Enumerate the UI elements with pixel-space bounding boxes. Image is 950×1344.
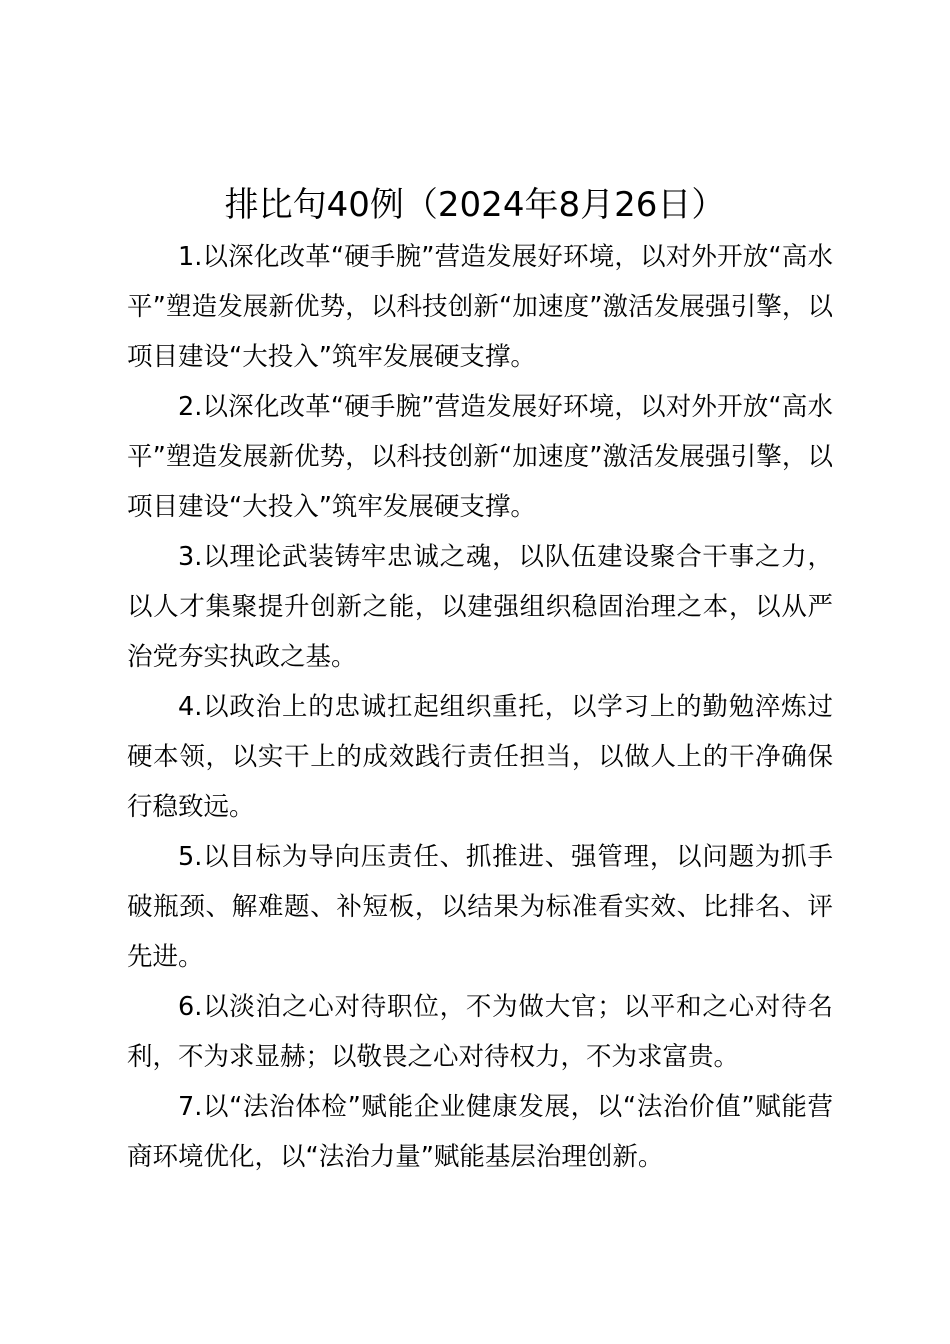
document-body	[127, 232, 833, 1182]
paragraph-3: 3.以理论武装铸牢忠诚之魂，以队伍建设聚合干事之力，以人才集聚提升创新之能，以建强组织稳固治理之本，以从严治党夯实执政之基。	[127, 542, 833, 672]
paragraph-6: 6.以淡泊之心对待职位，不为做大官；以平和之心对待名利，不为求显赫；以敬畏之心对待权力，不为求富贵。	[127, 992, 833, 1072]
paragraph-1: 1.以深化改革“硬手腕”营造发展好环境，以对外开放“高水平”塑造发展新优势，以科技创新“加速度”激活发展强引擎，以项目建设“大投入”筑牢发展硬支撑。	[127, 242, 833, 372]
document-title: 排比句40例（2024年8月26日）	[224, 185, 726, 225]
paragraph-4: 4.以政治上的忠诚扛起组织重托，以学习上的勤勉淬炼过硬本领，以实干上的成效践行责任担当，以做人上的干净确保行稳致远。	[127, 692, 833, 822]
paragraph-2: 2.以深化改革“硬手腕”营造发展好环境，以对外开放“高水平”塑造发展新优势，以科技创新“加速度”激活发展强引擎，以项目建设“大投入”筑牢发展硬支撑。	[127, 392, 833, 522]
paragraph-7: 7.以“法治体检”赋能企业健康发展，以“法治价值”赋能营商环境优化，以“法治力量”赋能基层治理创新。	[127, 1092, 833, 1172]
paragraph-5: 5.以目标为导向压责任、抓推进、强管理，以问题为抓手破瓶颈、解难题、补短板，以结果为标准看实效、比排名、评先进。	[127, 842, 833, 972]
